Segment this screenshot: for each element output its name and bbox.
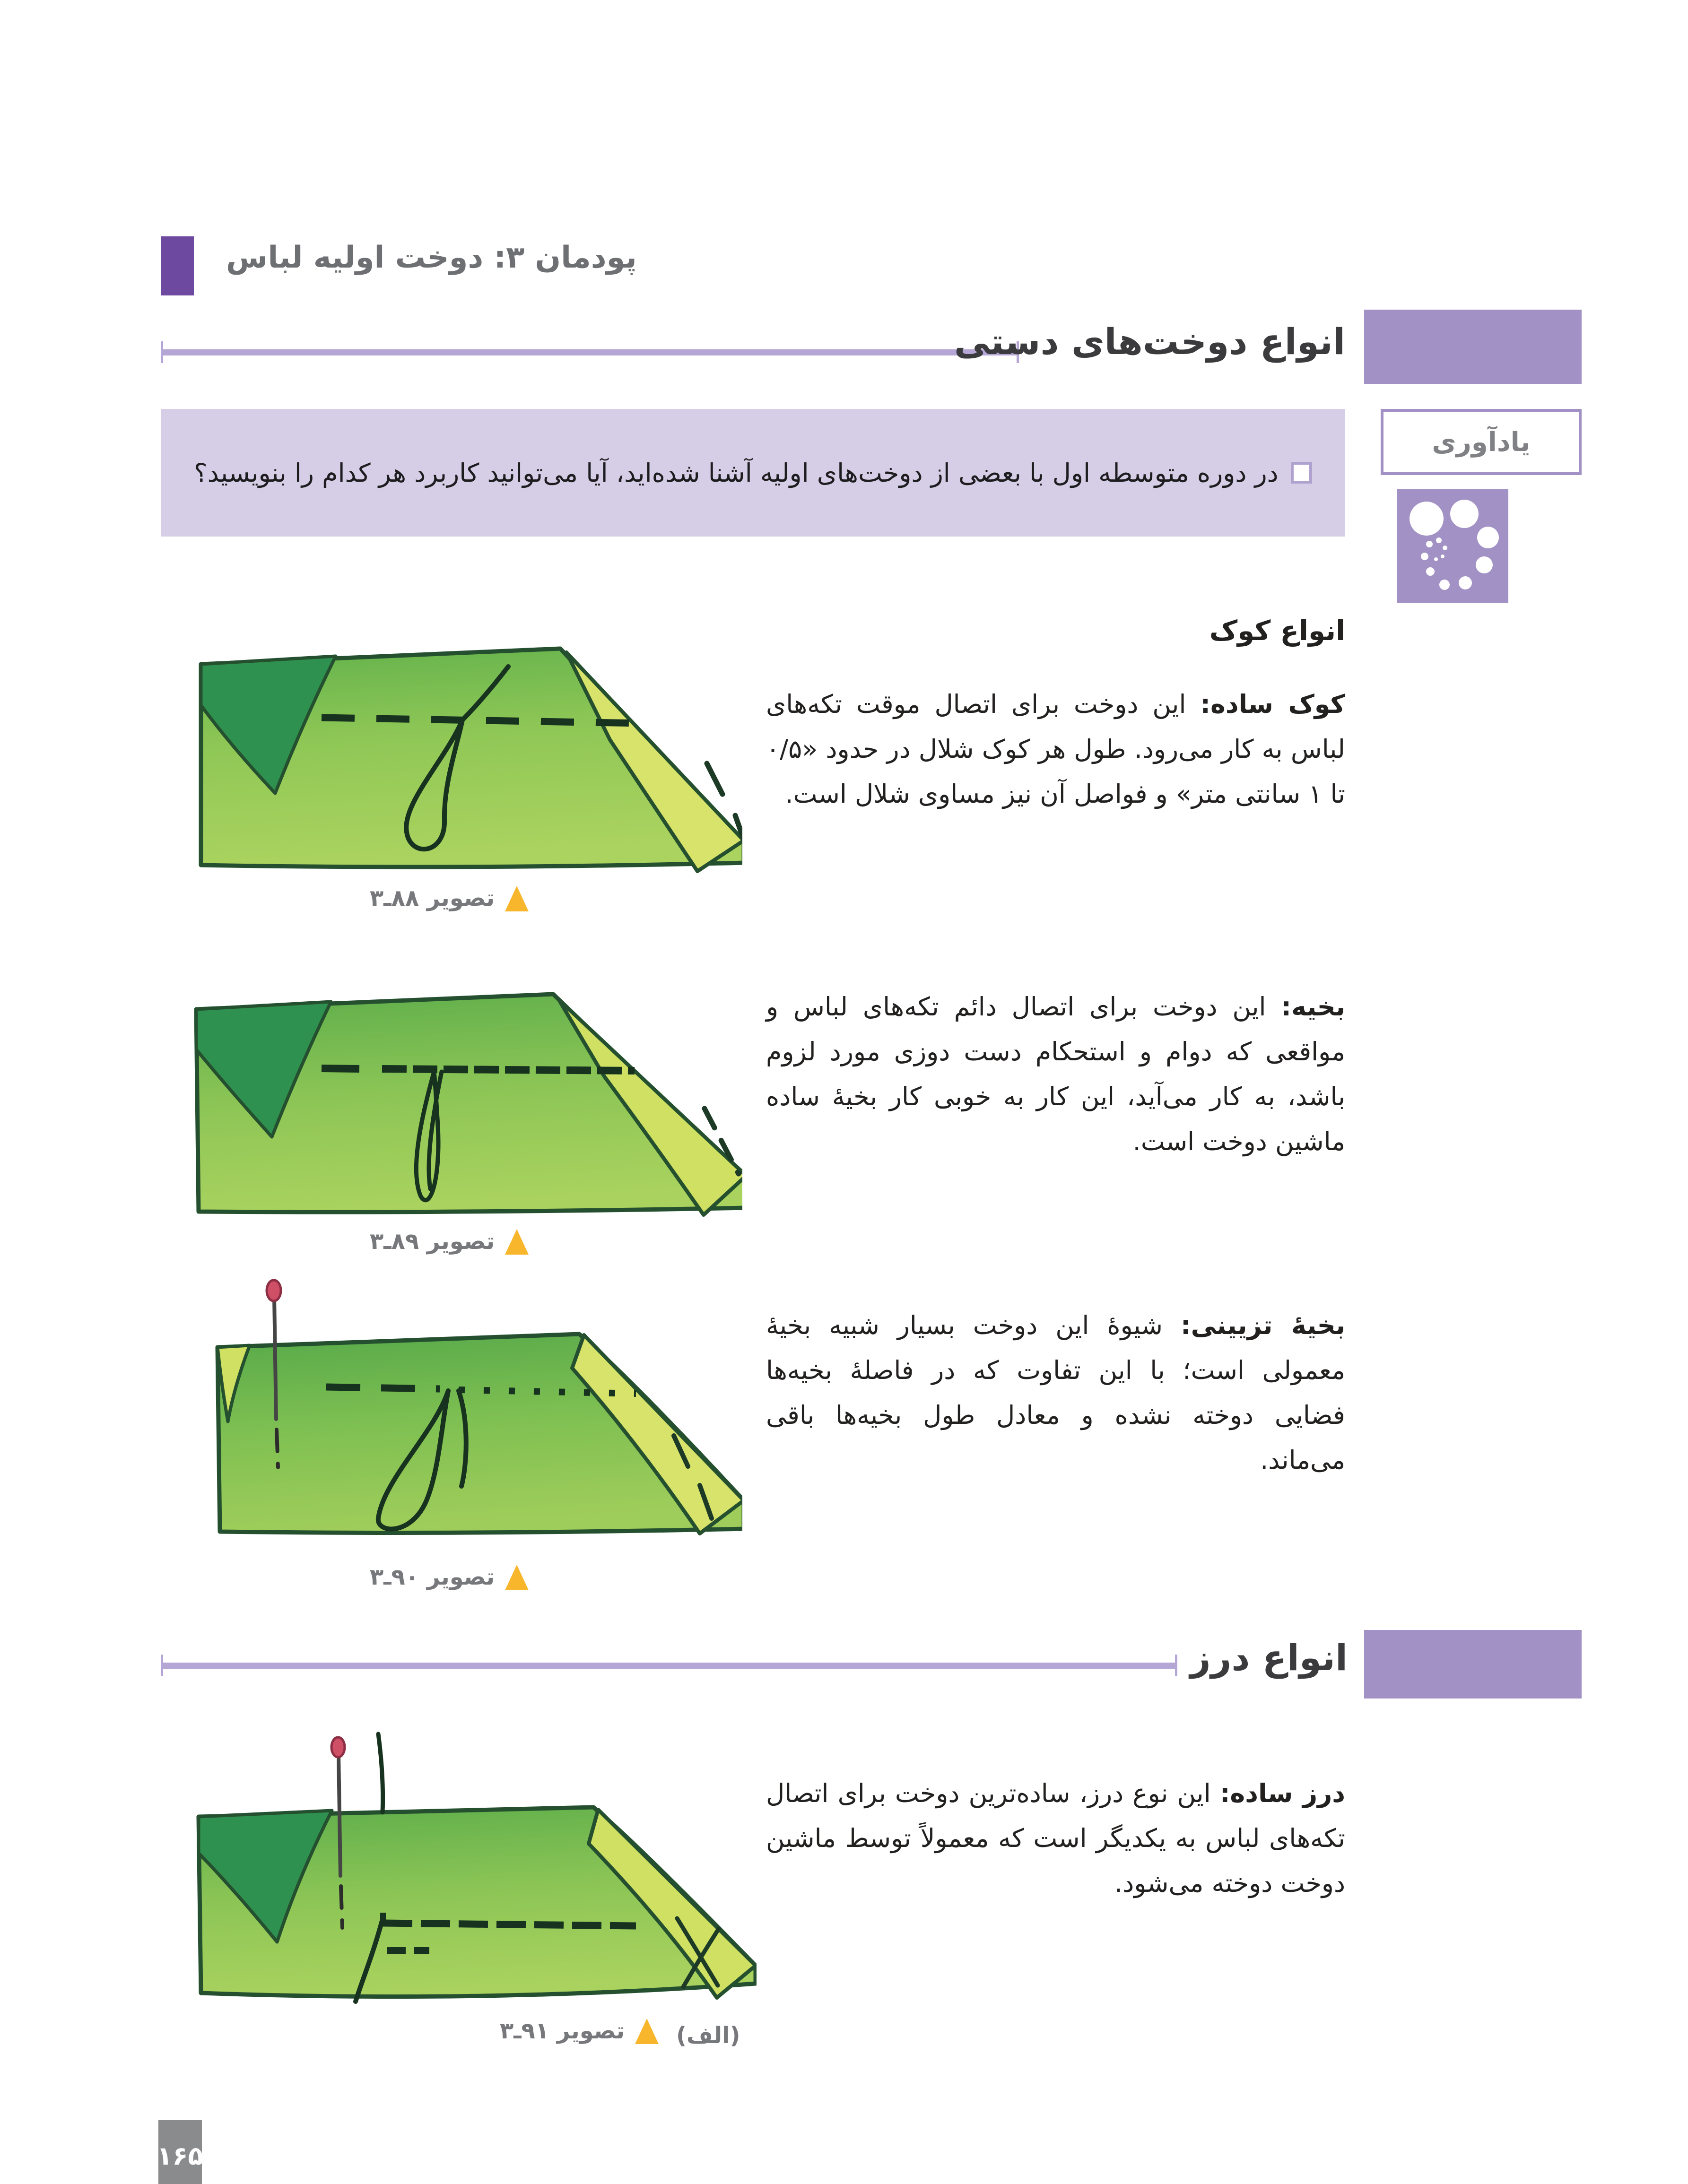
figure-caption (156, 1228, 742, 1255)
paragraph-lead: کوک ساده: (1200, 689, 1345, 719)
caption-triangle-icon (505, 1229, 529, 1255)
subsection-title-kook: انواع کوک (1209, 615, 1345, 647)
paragraph-lead: بخیهٔ تزیینی: (1180, 1310, 1345, 1340)
caption-text: تصویر ۸۸ـ۳ (369, 885, 495, 911)
section-color-block (1364, 310, 1582, 384)
paragraph-body: شیوهٔ این دوخت بسیار شبیه بخیهٔ معمولی است؛ با این تفاوت که در فاصلهٔ بخیه‌ها فضایی دوخته نشده و معادل طول بخیه‌ها باقی می‌ماند. (766, 1310, 1345, 1475)
fabric-piece (201, 649, 742, 871)
seam-stitch-line (383, 1923, 636, 1926)
caption-text: تصویر ۹۱ـ۳ (499, 2018, 625, 2044)
paragraph-simple-seam (766, 1771, 1345, 1906)
section-title-seams: انواع درز (1190, 1637, 1348, 1679)
rule-bar (163, 1663, 1175, 1669)
caption-triangle-icon (635, 2019, 659, 2044)
thread-tail (378, 1734, 383, 1812)
module-title: پودمان ۳: دوخت اولیه لباس (226, 240, 637, 275)
reminder-box (161, 409, 1345, 537)
caption-triangle-icon (505, 1565, 529, 1590)
paragraph-lead: درز ساده: (1219, 1778, 1345, 1808)
rule-bar (163, 349, 1017, 355)
figure-sublabel: (الف) (676, 2022, 740, 2049)
module-color-square (161, 236, 194, 295)
backstitch-start (322, 1068, 359, 1069)
paragraph-body: این دوخت برای اتصال دائم تکه‌های لباس و مواقعی که دوام و استحکام دست دوزی مورد لزوم باشد، به کار می‌آید، این کار به خوبی کار بخیهٔ ساده ماشین دوخت است. (766, 992, 1345, 1156)
figure-91-illustration (156, 1720, 757, 2009)
page-number: ۱۶۵ (157, 2141, 204, 2171)
paragraph-lead: بخیه: (1281, 992, 1345, 1022)
rule-tick-right (1175, 1655, 1177, 1676)
dots-spiral-icon (1397, 489, 1508, 603)
fabric-piece (218, 1334, 742, 1534)
paragraph-simple-basting (766, 682, 1345, 816)
fabric-piece (196, 994, 742, 1215)
paragraph-backstitch (766, 984, 1345, 1164)
section-title-hand-stitches: انواع دوخت‌های دستی (954, 321, 1345, 363)
checkbox-bullet-icon (1291, 462, 1312, 484)
caption-text: تصویر ۸۹ـ۳ (369, 1228, 495, 1255)
dots-spiral-graphic (1397, 489, 1508, 603)
figure-88-illustration (156, 605, 742, 875)
paragraph-decorative-backstitch (766, 1303, 1345, 1482)
section-rule (161, 341, 1019, 363)
reminder-label-box (1381, 409, 1582, 475)
page-number-badge (158, 2120, 202, 2184)
figure-caption (156, 885, 742, 911)
reminder-label: یادآوری (1432, 426, 1531, 458)
paragraph-body: این دوخت برای اتصال موقت تکه‌های لباس به کار می‌رود. طول هر کوک شلال در حدود «۰/۵ تا ۱ سانتی متر» و فواصل آن نیز مساوی شلال است. (766, 689, 1345, 809)
reminder-text: در دوره متوسطه اول با بعضی از دوخت‌های اولیه آشنا شده‌اید، آیا می‌توانید کاربرد هر کدام را بنویسید؟ (194, 458, 1279, 488)
fabric-piece (199, 1807, 756, 1998)
section-rule (161, 1655, 1177, 1676)
caption-text: تصویر ۹۰ـ۳ (369, 1564, 495, 1590)
section-color-block (1364, 1630, 1582, 1699)
paragraph-body: این نوع درز، ساده‌ترین دوخت برای اتصال تکه‌های لباس به یکدیگر است که معمولاً توسط ماشین دوخت دوخته می‌شود. (766, 1778, 1345, 1898)
figure-caption (156, 1564, 742, 1590)
figure-89-illustration (156, 953, 742, 1217)
figure-90-illustration (156, 1263, 742, 1547)
caption-triangle-icon (505, 886, 529, 911)
